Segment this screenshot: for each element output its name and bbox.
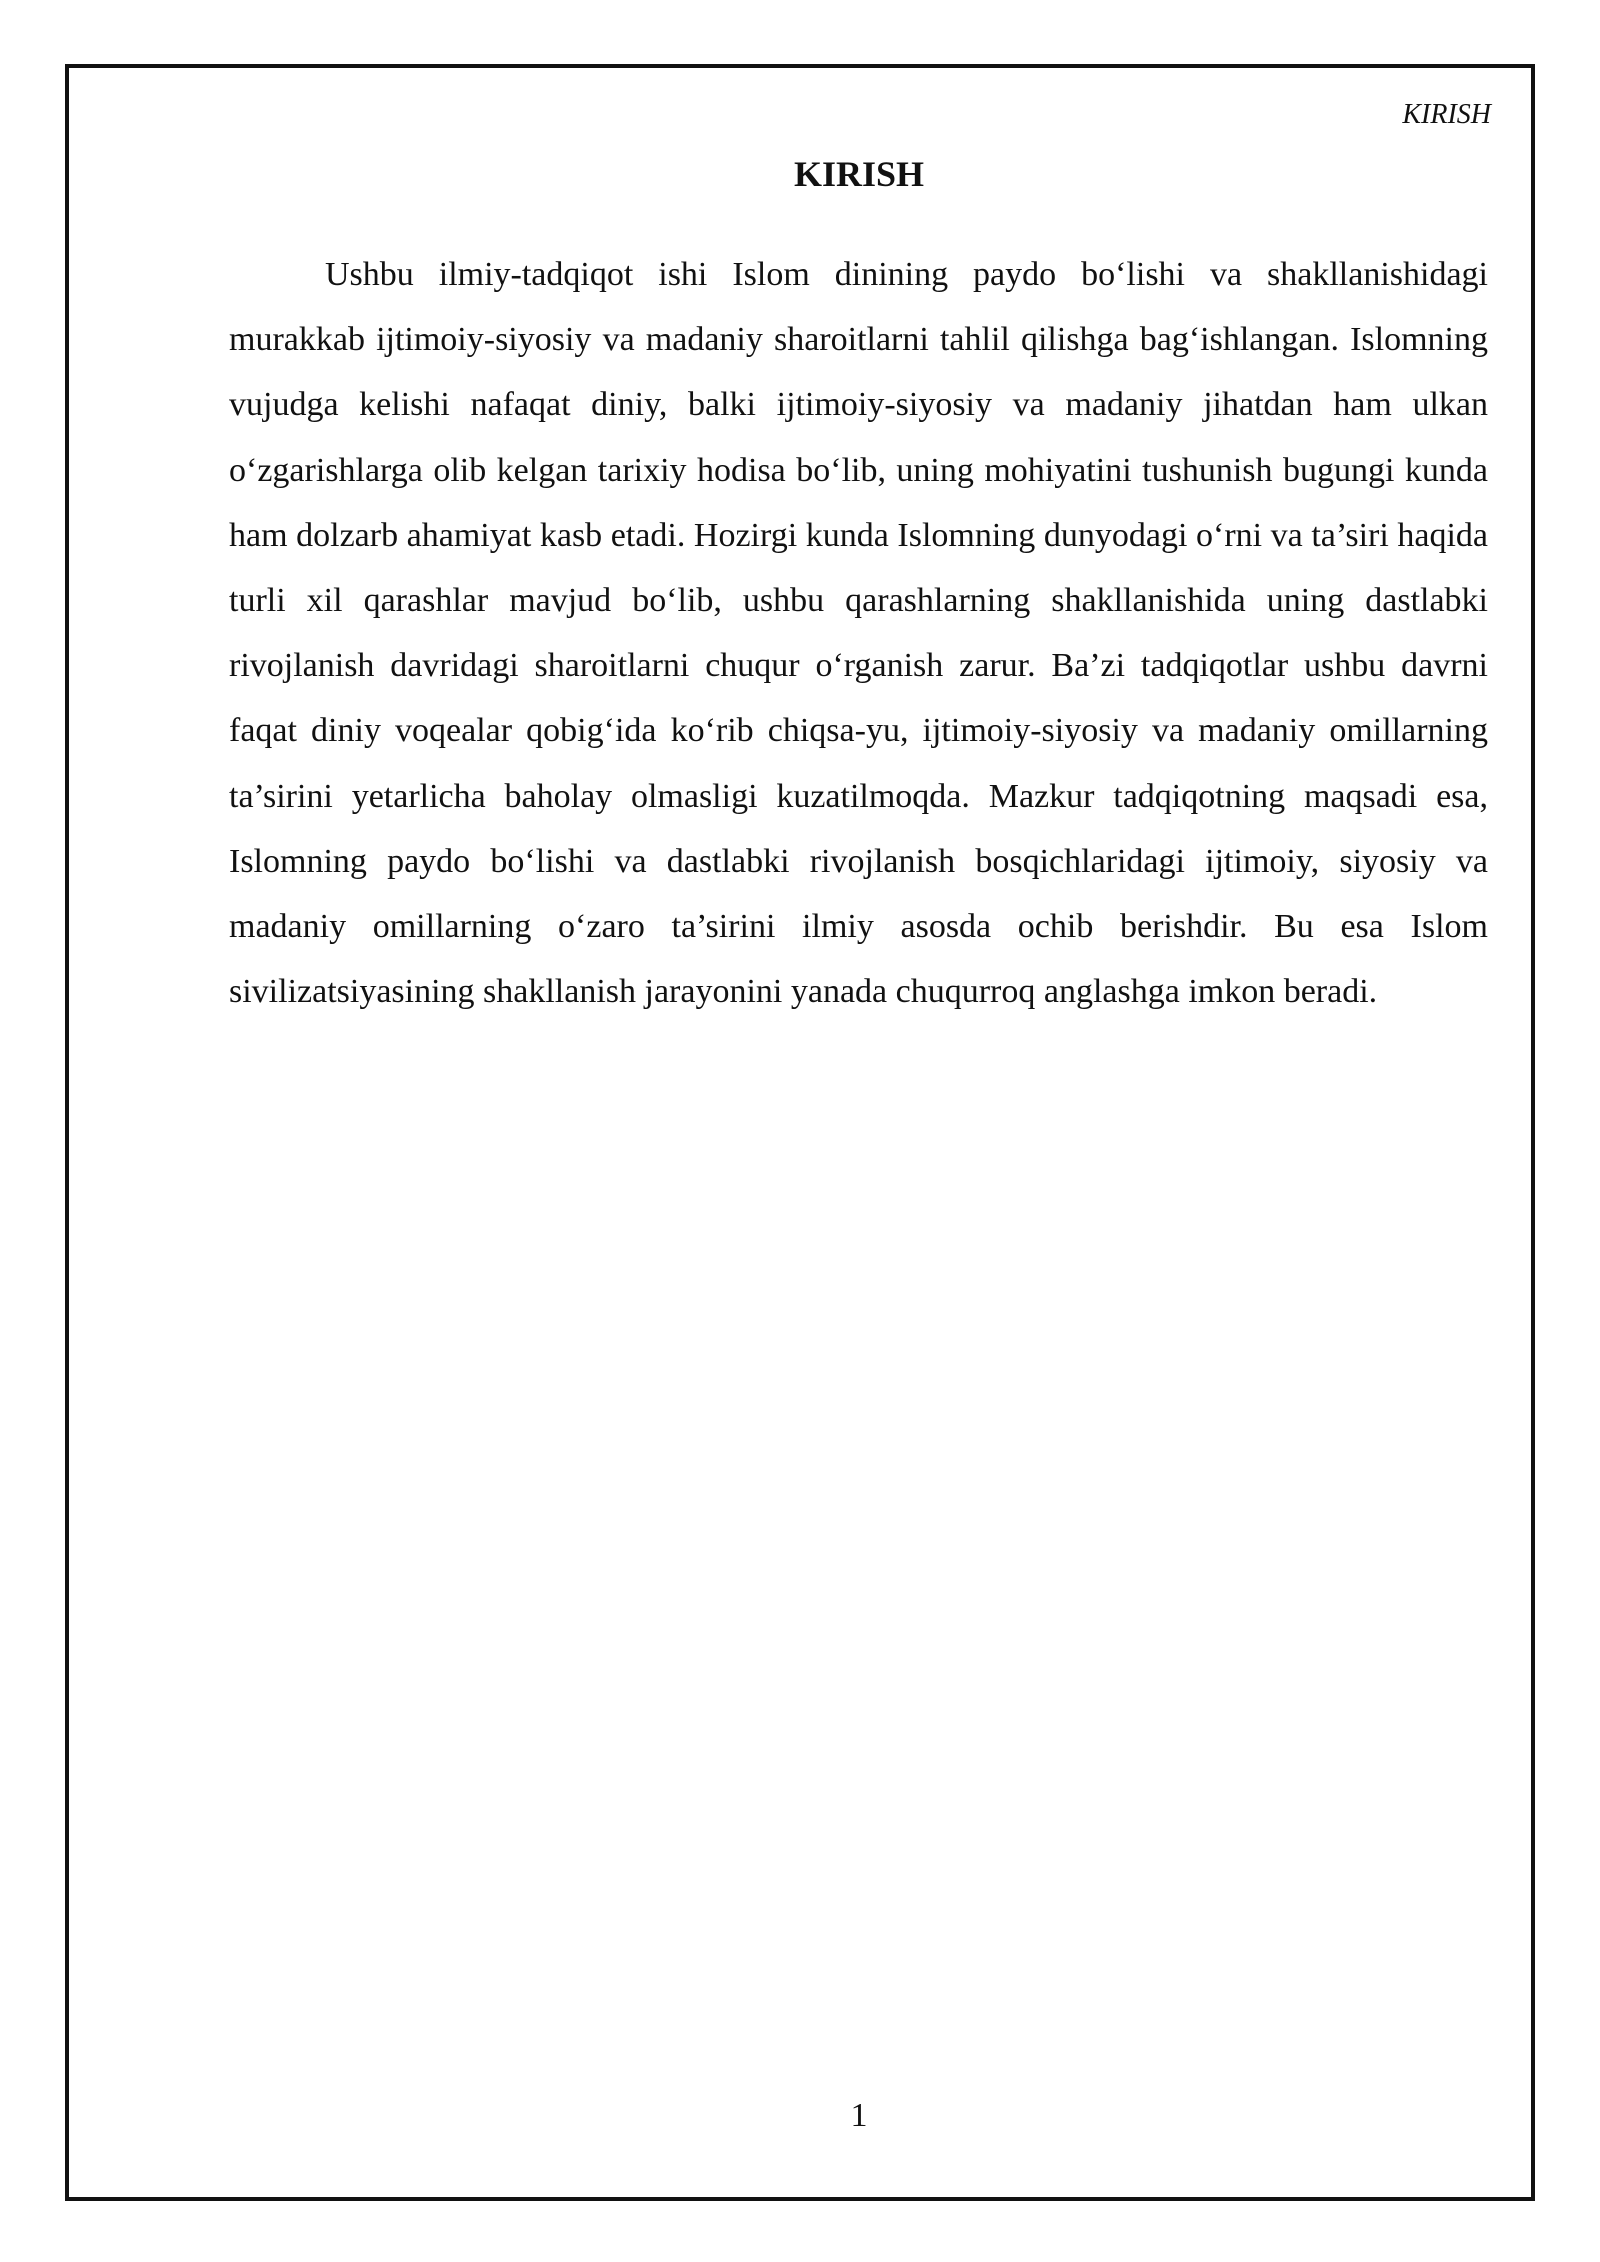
- section-title: KIRISH: [793, 154, 925, 194]
- page-number: 1: [850, 2097, 868, 2134]
- running-header: KIRISH: [1402, 99, 1491, 130]
- body-paragraph: Ushbu ilmiy-tadqiqot ishi Islom dinining paydo bo‘lishi va shakllanishidagi murakkab ijtimoiy-siyosiy va madaniy sharoitlarni tahlil qilishga bag‘ishlangan. Islomning vujudga kelishi nafaqat diniy, balki ijtimoiy-siyosiy va madaniy jihatdan ham ulkan o‘zgarishlarga olib kelgan tarixiy hodisa bo‘lib, uning mohiyatini tushunish bugungi kunda ham dolzarb ahamiyat kasb etadi. Hozirgi kunda Islomning dunyodagi o‘rni va ta’siri haqida turli xil qarashlar mavjud bo‘lib, ushbu qarashlarning shakllanishida uning dastlabki rivojlanish davridagi sharoitlarni chuqur o‘rganish zarur. Ba’zi tadqiqotlar ushbu davrni faqat diniy voqealar qobig‘ida ko‘rib chiqsa-yu, ijtimoiy-siyosiy va madaniy omillarning ta’sirini yetarlicha baholay olmasligi kuzatilmoqda. Mazkur tadqiqotning maqsadi esa, Islomning paydo bo‘lishi va dastlabki rivojlanish bosqichlaridagi ijtimoiy, siyosiy va madaniy omillarning o‘zaro ta’sirini ilmiy asosda ochib berishdir. Bu esa Islom sivilizatsiyasining shakllanish jarayonini yanada chuqurroq anglashga imkon beradi.: [229, 256, 1488, 1011]
